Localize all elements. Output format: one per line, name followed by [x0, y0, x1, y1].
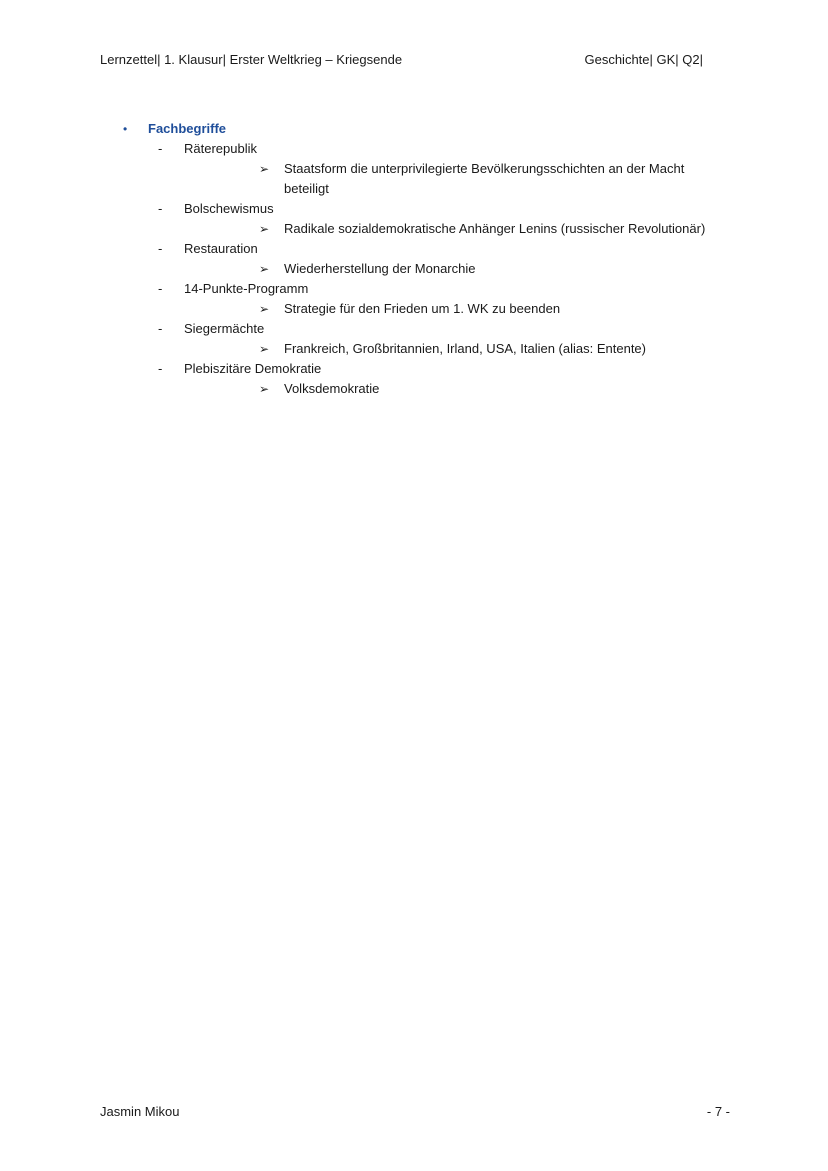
arrow-bullet-icon: ➢ — [259, 222, 270, 236]
section-title: Fachbegriffe — [148, 121, 227, 136]
page-header — [100, 50, 703, 70]
arrow-bullet-icon: ➢ — [259, 342, 270, 356]
definition-text: Radikale sozialdemokratische Anhänger Lenins (russischer Revolutionär) — [284, 221, 706, 236]
term-item — [0, 319, 828, 359]
term-item — [0, 139, 828, 199]
definition-text: Frankreich, Großbritannien, Irland, USA, Italien (alias: Entente) — [284, 341, 646, 356]
term-definition — [0, 259, 724, 279]
term-label: Bolschewismus — [184, 201, 274, 216]
arrow-bullet-icon: ➢ — [259, 302, 270, 316]
definition-text: Wiederherstellung der Monarchie — [284, 261, 476, 276]
term-label: 14-Punkte-Programm — [184, 281, 309, 296]
arrow-bullet-icon: ➢ — [259, 382, 270, 396]
dash-marker: - — [158, 321, 163, 336]
page-footer — [100, 1102, 730, 1122]
footer-author: Jasmin Mikou — [100, 1104, 180, 1119]
term-item — [0, 239, 828, 279]
arrow-bullet-icon: ➢ — [259, 162, 270, 176]
arrow-bullet-icon: ➢ — [259, 262, 270, 276]
definition-text: Strategie für den Frieden um 1. WK zu beenden — [284, 301, 561, 316]
dash-marker: - — [158, 281, 163, 296]
term-item — [0, 279, 828, 319]
term-item — [0, 199, 828, 239]
term-definition — [0, 159, 724, 199]
term-list — [0, 139, 828, 399]
term-definition — [0, 299, 724, 319]
header-subject: Geschichte| GK| Q2| — [584, 52, 703, 67]
term-label: Siegermächte — [184, 321, 265, 336]
header-title: Lernzettel| 1. Klausur| Erster Weltkrieg – Kriegsende — [100, 52, 403, 67]
dash-marker: - — [158, 241, 163, 256]
definition-text: Staatsform die unterprivilegierte Bevölkerungsschichten an der Macht beteiligt — [284, 161, 685, 196]
definition-text: Volksdemokratie — [284, 381, 380, 396]
term-item — [0, 359, 828, 399]
dash-marker: - — [158, 141, 163, 156]
dash-marker: - — [158, 361, 163, 376]
term-definition — [0, 339, 724, 359]
section-heading — [0, 119, 828, 139]
page-number: - 7 - — [706, 1104, 730, 1119]
term-label: Räterepublik — [184, 141, 257, 156]
dash-marker: - — [158, 201, 163, 216]
term-label: Restauration — [184, 241, 258, 256]
term-definition — [0, 379, 724, 399]
term-label: Plebiszitäre Demokratie — [184, 361, 322, 376]
term-definition — [0, 219, 724, 239]
bullet-icon: • — [123, 122, 128, 136]
